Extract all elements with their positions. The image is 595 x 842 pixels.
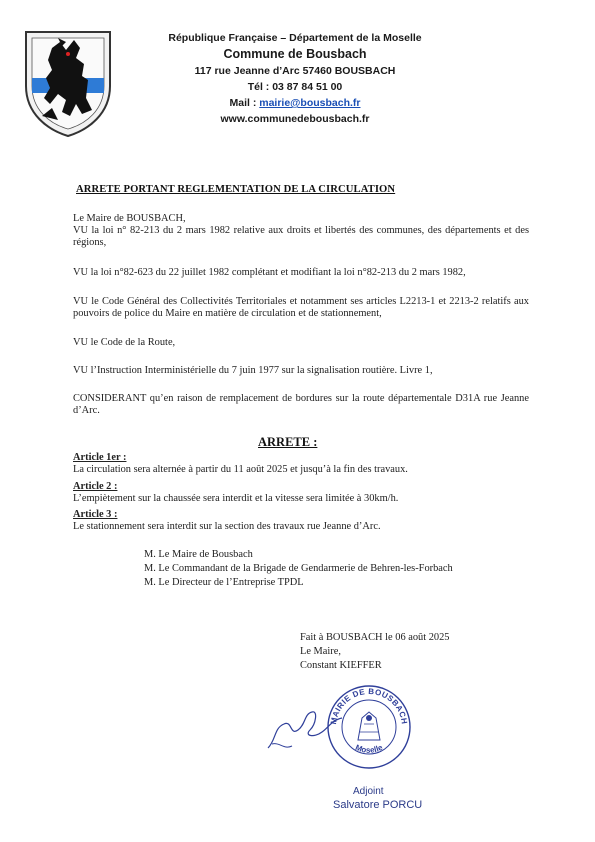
header-commune-name: Commune de Bousbach: [223, 47, 367, 61]
recipient-3: M. Le Directeur de l’Entreprise TPDL: [144, 577, 304, 588]
header-line-republique: République Française – Département de la Moselle: [168, 32, 422, 44]
stamp-top-text: MAIRIE DE BOUSBACH: [328, 686, 409, 726]
vu-paragraph-2: VU la loi n°82-623 du 22 juillet 1982 complétant et modifiant la loi n°82-213 du 2 mars 1982,: [73, 267, 466, 278]
considerant-paragraph: CONSIDERANT qu’en raison de remplacement de bordures sur la route départementale D31A rue Jeanne d’Arc.: [73, 393, 529, 417]
svg-text:Moselle: [354, 743, 384, 755]
fait-a-line: Fait à BOUSBACH le 06 août 2025: [300, 632, 450, 643]
header-website: www.communedebousbach.fr: [220, 113, 370, 125]
recipient-1: M. Le Maire de Bousbach: [144, 549, 253, 560]
recipient-2: M. Le Commandant de la Brigade de Gendarmerie de Behren-les-Forbach: [144, 563, 453, 574]
article-1-title: Article 1er :: [73, 452, 127, 463]
document-title: ARRETE PORTANT REGLEMENTATION DE LA CIRCULATION: [76, 184, 396, 195]
adjoint-name: Salvatore PORCU: [333, 799, 423, 811]
vu-paragraph-5: VU l’Instruction Interministérielle du 7 juin 1977 sur la signalisation routière. Livre 1,: [73, 365, 433, 376]
adjoint-role: Adjoint: [353, 786, 384, 797]
article-2-title: Article 2 :: [73, 481, 118, 492]
vu-paragraph-4: VU le Code de la Route,: [73, 337, 176, 348]
article-1-text: La circulation sera alternée à partir du 11 août 2025 et jusqu’à la fin des travaux.: [73, 464, 408, 475]
header-phone: Tél : 03 87 84 51 00: [247, 81, 343, 93]
article-3-text: Le stationnement sera interdit sur la section des travaux rue Jeanne d’Arc.: [73, 521, 381, 532]
vu-paragraph-3: VU le Code Général des Collectivités Territoriales et notamment ses articles L2213-1 et 2213-2 relatifs aux pouvoirs de police du Maire en matière de circulation et de stationnement,: [73, 296, 529, 320]
arrete-heading: ARRETE :: [258, 435, 318, 449]
article-2-text: L’empiètement sur la chaussée sera interdit et la vitesse sera limitée à 30km/h.: [73, 493, 399, 504]
stamp-bottom-text: Moselle: [354, 742, 385, 755]
vu-paragraph-1: VU la loi n° 82-213 du 2 mars 1982 relative aux droits et libertés des communes, des départements et des régions,: [73, 225, 529, 249]
le-maire-line: Le Maire,: [300, 646, 341, 657]
maire-name: Constant KIEFFER: [300, 660, 382, 671]
official-stamp: [324, 682, 414, 772]
header-mail: [160, 97, 430, 109]
article-3-title: Article 3 :: [73, 509, 118, 520]
commune-coat-of-arms: [22, 28, 114, 140]
mail-label: Mail :: [229, 97, 260, 109]
mayor-line: Le Maire de BOUSBACH,: [73, 213, 186, 224]
mail-link[interactable]: mairie@bousbach.fr: [259, 97, 361, 109]
header-address: 117 rue Jeanne d’Arc 57460 BOUSBACH: [194, 65, 396, 77]
